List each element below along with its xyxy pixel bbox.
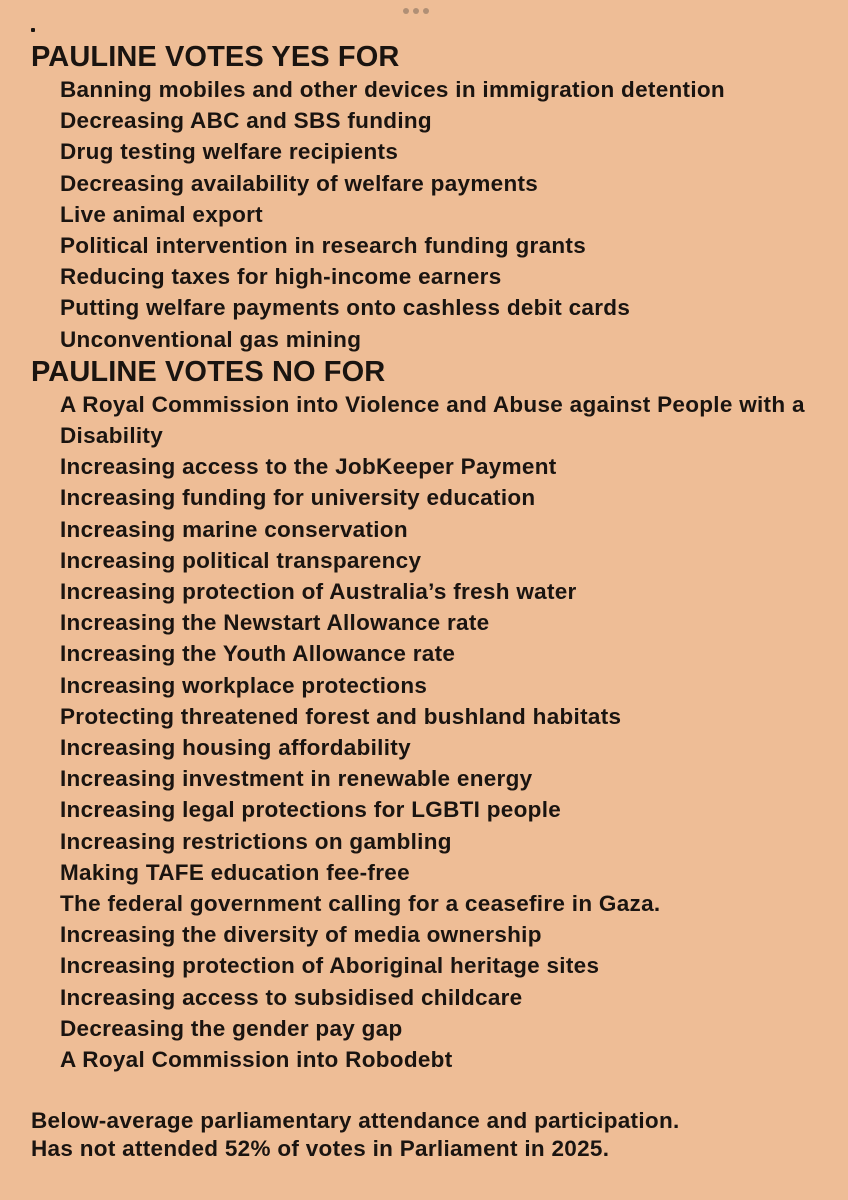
list-item: Increasing workplace protections xyxy=(60,672,428,698)
list-item: Increasing housing affordability xyxy=(60,735,411,761)
list-item: Banning mobiles and other devices in immigration detention xyxy=(60,77,725,102)
more-options-icon[interactable] xyxy=(403,8,429,14)
attendance-line: Has not attended 52% of votes in Parliament in 2025. xyxy=(31,1136,610,1162)
list-item: Increasing the Newstart Allowance rate xyxy=(60,610,490,636)
list-item: Unconventional gas mining xyxy=(60,326,362,352)
list-item: Increasing the diversity of media ownership xyxy=(60,922,542,948)
list-item: Increasing protection of Australia’s fresh water xyxy=(60,579,577,605)
list-item: Increasing access to subsidised childcare xyxy=(60,984,523,1010)
list-item: Increasing funding for university education xyxy=(60,485,536,511)
dot xyxy=(403,8,409,14)
list-item: Protecting threatened forest and bushland habitats xyxy=(60,703,622,729)
list-item: Decreasing availability of welfare payments xyxy=(60,170,539,196)
list-item: Drug testing welfare recipients xyxy=(60,139,399,165)
list-item: The federal government calling for a ceasefire in Gaza. xyxy=(60,891,661,917)
attendance-summary xyxy=(31,1107,831,1163)
yes-votes-list xyxy=(31,74,831,355)
no-votes-list xyxy=(31,389,831,1075)
list-item: Increasing access to the JobKeeper Payment xyxy=(60,454,557,480)
list-item: Increasing legal protections for LGBTI people xyxy=(60,797,562,823)
dot xyxy=(423,8,429,14)
list-item: Political intervention in research funding grants xyxy=(60,233,587,259)
list-item: Increasing protection of Aboriginal heritage sites xyxy=(60,953,600,979)
list-item: Decreasing the gender pay gap xyxy=(60,1015,403,1041)
bullet-mark xyxy=(31,28,35,32)
no-section-heading: PAULINE VOTES NO FOR xyxy=(31,355,386,388)
list-item: Increasing investment in renewable energy xyxy=(60,766,533,792)
list-item: Decreasing ABC and SBS funding xyxy=(60,108,432,134)
list-item: Increasing marine conservation xyxy=(60,516,408,542)
document-body xyxy=(31,40,831,1163)
attendance-line: Below-average parliamentary attendance and participation. xyxy=(31,1108,680,1134)
list-item: A Royal Commission into Robodebt xyxy=(60,1047,453,1073)
list-item: Increasing political transparency xyxy=(60,547,422,573)
list-item: A Royal Commission into Violence and Abuse against People with a Disability xyxy=(60,391,805,449)
list-item: Increasing the Youth Allowance rate xyxy=(60,641,456,667)
list-item: Live animal export xyxy=(60,201,263,227)
list-item: Putting welfare payments onto cashless debit cards xyxy=(60,295,631,321)
dot xyxy=(413,8,419,14)
list-item: Making TAFE education fee-free xyxy=(60,859,410,885)
list-item: Increasing restrictions on gambling xyxy=(60,828,452,854)
list-item: Reducing taxes for high-income earners xyxy=(60,264,502,290)
yes-section-heading: PAULINE VOTES YES FOR xyxy=(31,41,400,73)
